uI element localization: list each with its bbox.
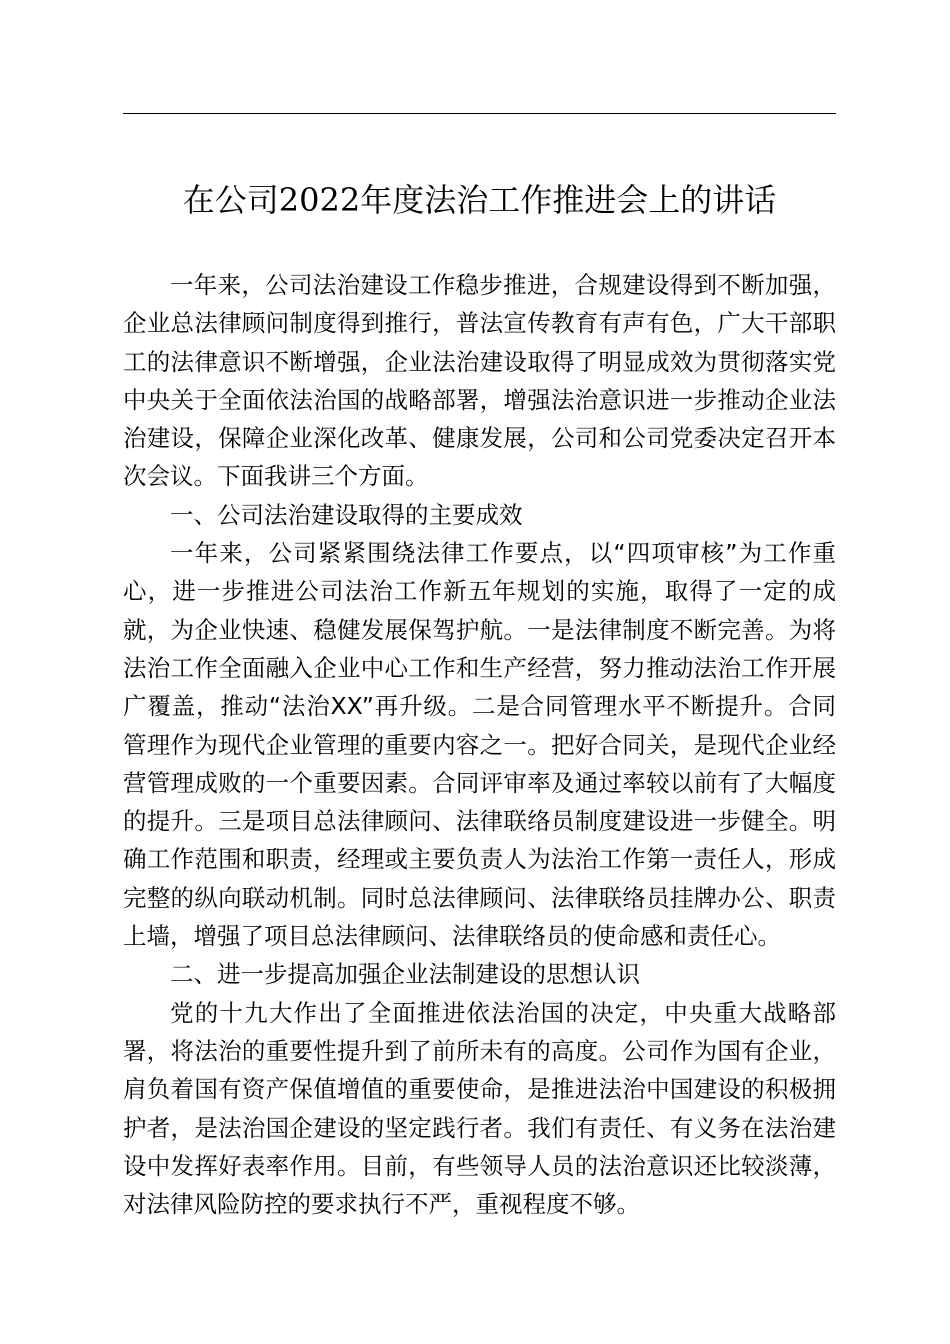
section-heading-1: 一、公司法治建设取得的主要成效 <box>170 500 523 529</box>
section-heading-2: 二、进一步提高加强企业法制建设的思想认识 <box>170 960 640 989</box>
header-rule <box>123 113 836 114</box>
paragraph-intro: 一年来，公司法治建设工作稳步推进，合规建设得到不断加强，企业总法律顾问制度得到推行，普法宣传教育有声有色，广大干部职工的法律意识不断增强，企业法治建设取得了明显成效为贯彻落实党中央关于全面依法治国的战略部署，增强法治意识进一步推动企业法治建设，保障企业深化改革、健康发展，公司和公司党委决定召开本次会议。下面我讲三个方面。 <box>123 271 836 491</box>
document-body <box>123 266 836 1223</box>
paragraph-awareness: 党的十九大作出了全面推进依法治国的决定，中央重大战略部署，将法治的重要性提升到了前所未有的高度。公司作为国有企业，肩负着国有资产保值增值的重要使命，是推进法治中国建设的积极拥护者，是法治国企建设的坚定践行者。我们有责任、有义务在法治建设中发挥好表率作用。目前，有些领导人员的法治意识还比较淡薄，对法律风险防控的要求执行不严，重视程度不够。 <box>123 998 836 1219</box>
paragraph-achievements: 一年来，公司紧紧围绕法律工作要点，以“四项审核”为工作重心，进一步推进公司法治工作新五年规划的实施，取得了一定的成就，为企业快速、稳健发展保驾护航。一是法律制度不断完善。为将法治工作全面融入企业中心工作和生产经营，努力推动法治工作开展广覆盖，推动“法治XX”再升级。二是合同管理水平不断提升。合同管理作为现代企业管理的重要内容之一。把好合同关，是现代企业经营管理成败的一个重要因素。合同评审率及通过率较以前有了大幅度的提升。三是项目总法律顾问、法律联络员制度建设进一步健全。明确工作范围和职责，经理或主要负责人为法治工作第一责任人，形成完整的纵向联动机制。同时总法律顾问、法律联络员挂牌办公、职责上墙，增强了项目总法律顾问、法律联络员的使命感和责任心。 <box>123 539 836 951</box>
document-title: 在公司2022年度法治工作推进会上的讲话 <box>182 181 777 219</box>
